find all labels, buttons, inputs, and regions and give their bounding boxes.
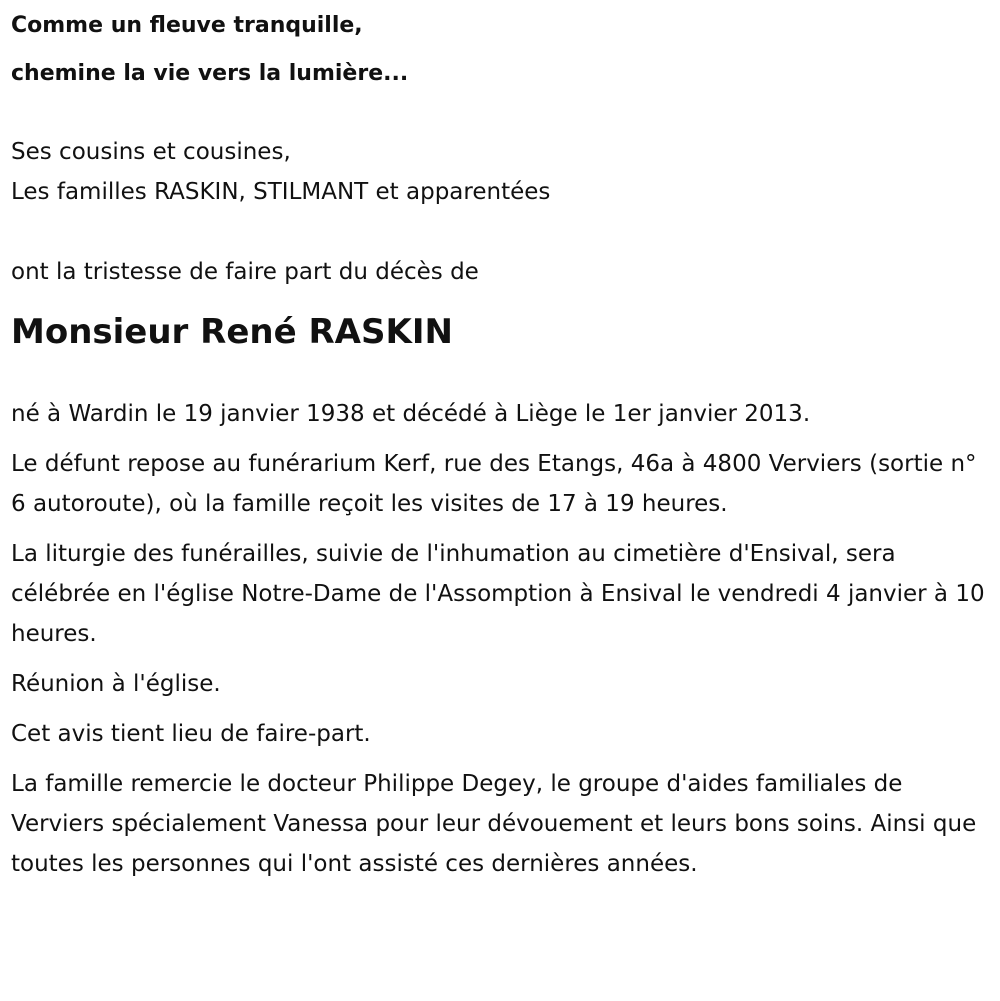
gathering-paragraph: Réunion à l'église.	[11, 671, 221, 697]
obituary-notice	[11, 0, 986, 894]
spacer	[11, 212, 986, 252]
deceased-name: Monsieur René RASKIN	[11, 312, 453, 352]
thanks-paragraph: La famille remercie le docteur Philippe Degey, le groupe d'aides familiales de Verviers spécialement Vanessa pour leur dévouement et leurs bons soins. Ainsi que toutes les personnes qui l'ont assisté ces dernières années.	[11, 771, 977, 877]
notice-body	[11, 394, 986, 884]
verse-line-1: Comme un fleuve tranquille,	[11, 13, 363, 38]
funerarium-paragraph: Le défunt repose au funérarium Kerf, rue des Etangs, 46a à 4800 Verviers (sortie n° 6 autoroute), où la famille reçoit les visites de 17 à 19 heures.	[11, 451, 977, 517]
family-line-1: Ses cousins et cousines,	[11, 139, 291, 165]
verse-line-2: chemine la vie vers la lumière...	[11, 61, 409, 86]
notice-paragraph: Cet avis tient lieu de faire-part.	[11, 721, 371, 747]
birth-death-paragraph: né à Wardin le 19 janvier 1938 et décédé à Liège le 1er janvier 2013.	[11, 401, 811, 427]
liturgy-paragraph: La liturgie des funérailles, suivie de l'inhumation au cimetière d'Ensival, sera célébrée en l'église Notre-Dame de l'Assomption à Ensival le vendredi 4 janvier à 10 heures.	[11, 541, 985, 647]
family-line-2: Les familles RASKIN, STILMANT et apparentées	[11, 179, 551, 205]
spacer	[11, 98, 986, 132]
announcement-text: ont la tristesse de faire part du décès de	[11, 259, 479, 285]
